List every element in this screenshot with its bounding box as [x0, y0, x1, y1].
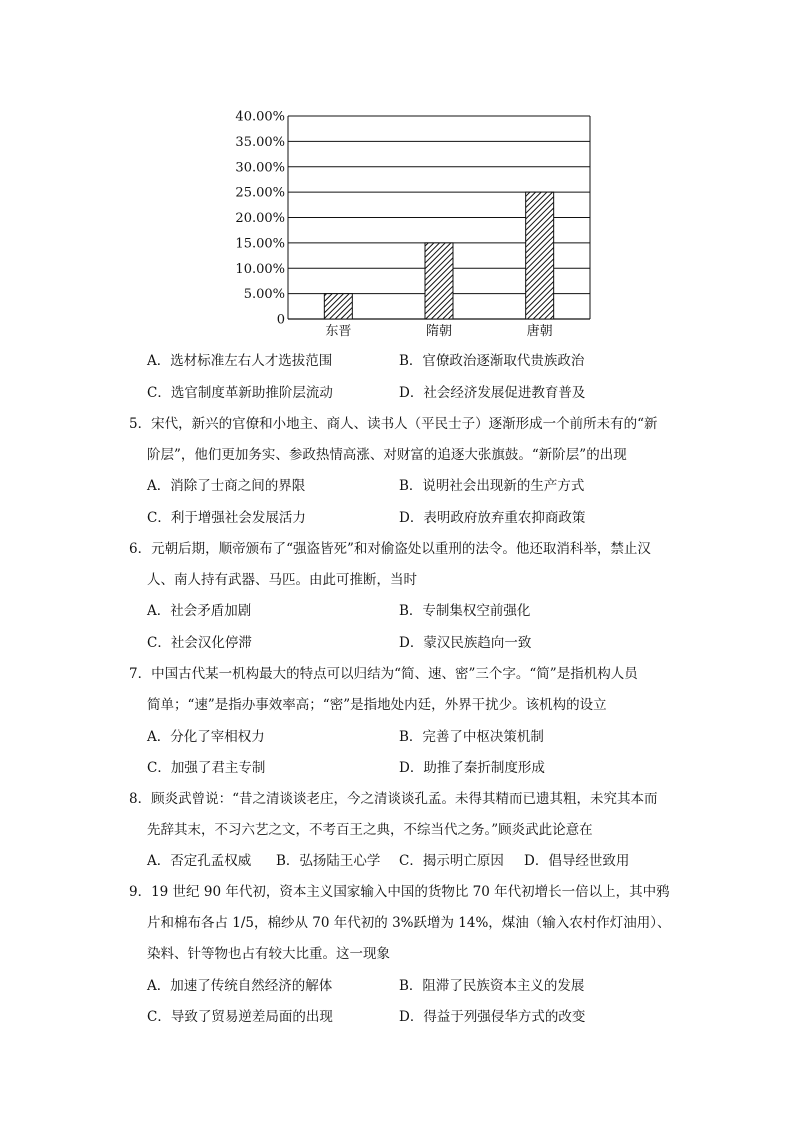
q9-stem-line-3: 染料、针等物也占有较大比重。这一现象	[147, 946, 390, 962]
q6-option-d[interactable]: D．蒙汉民族趋向一致	[399, 635, 532, 651]
chart-y-tick-label: 30.00%	[235, 160, 285, 176]
chart-bar	[526, 192, 554, 319]
q5-stem-line-2: 阶层”，他们更加务实、参政热情高涨、对财富的追逐大张旗鼓。“新阶层”的出现	[147, 447, 627, 463]
bar-chart	[228, 103, 598, 343]
chart-y-tick-label: 15.00%	[235, 236, 285, 252]
chart-y-tick-label: 25.00%	[235, 185, 285, 201]
q7-option-c[interactable]: C．加强了君主专制	[147, 760, 266, 776]
q4-option-a[interactable]: A．选材标准左右人才选拔范围	[147, 353, 333, 369]
q6-stem-line-2: 人、南人持有武器、马匹。由此可推断，当时	[147, 572, 417, 588]
q6-option-c[interactable]: C．社会汉化停滞	[147, 635, 252, 651]
chart-y-tick-label: 5.00%	[243, 287, 285, 303]
q8-stem-line-2: 先辞其末，不习六艺之文，不考百王之典，不综当代之务。”顾炎武此论意在	[147, 822, 593, 838]
q9-stem-line-2: 片和棉布各占 1/5，棉纱从 70 年代初的 3%跃增为 14%，煤油（输入农村作灯油用）、	[147, 915, 671, 931]
q5-option-b[interactable]: B．说明社会出现新的生产方式	[399, 478, 585, 494]
chart-bars	[324, 192, 553, 319]
q7-stem-line-1: 7．中国古代某一机构最大的特点可以归结为“简、速、密”三个字。“简”是指机构人员	[129, 666, 638, 682]
chart-category-label: 唐朝	[526, 324, 553, 339]
q5-option-a[interactable]: A．消除了士商之间的界限	[147, 478, 306, 494]
chart-y-tick-label: 20.00%	[235, 211, 285, 226]
q4-option-d[interactable]: D．社会经济发展促进教育普及	[399, 385, 586, 401]
chart-y-tick-label: 10.00%	[235, 261, 285, 277]
chart-category-label: 东晋	[325, 324, 352, 339]
q5-option-c[interactable]: C．利于增强社会发展活力	[147, 510, 306, 526]
chart-category-label: 隋朝	[425, 324, 453, 339]
q7-option-a[interactable]: A．分化了宰相权力	[147, 729, 265, 745]
q9-stem-line-1: 9．19 世纪 90 年代初，资本主义国家输入中国的货物比 70 年代初增长一倍以上，其中鸦	[129, 884, 670, 900]
q8-option-c[interactable]: C．揭示明亡原因	[399, 853, 504, 869]
q8-stem-line-1: 8．顾炎武曾说：“昔之清谈谈老庄，今之清谈谈孔孟。未得其精而已遗其粗，未究其本而	[129, 791, 658, 807]
q7-option-b[interactable]: B．完善了中枢决策机制	[399, 729, 544, 745]
chart-bar	[425, 243, 453, 319]
chart-category-labels	[325, 323, 552, 339]
q9-option-c[interactable]: C．导致了贸易逆差局面的出现	[147, 1009, 333, 1025]
q8-option-a[interactable]: A．否定孔孟权威	[147, 853, 252, 869]
q5-stem-line-1: 5．宋代，新兴的官僚和小地主、商人、读书人（平民士子）逐渐形成一个前所未有的“新	[129, 416, 658, 432]
q7-stem-line-2: 简单；“速”是指办事效率高；“密”是指地处内廷，外界干扰少。该机构的设立	[147, 697, 607, 713]
q9-option-b[interactable]: B．阻滞了民族资本主义的发展	[399, 978, 585, 994]
chart-y-tick-label: 0	[276, 312, 285, 328]
q4-option-b[interactable]: B．官僚政治逐渐取代贵族政治	[399, 353, 585, 369]
q8-option-d[interactable]: D．倡导经世致用	[524, 853, 630, 869]
q6-option-b[interactable]: B．专制集权空前强化	[399, 603, 531, 619]
chart-y-tick-label: 35.00%	[235, 134, 285, 150]
q8-option-b[interactable]: B．弘扬陆王心学	[276, 853, 381, 869]
q5-option-d[interactable]: D．表明政府放弃重农抑商政策	[399, 510, 586, 526]
chart-y-tick-labels	[235, 110, 285, 328]
q9-option-a[interactable]: A．加速了传统自然经济的解体	[147, 978, 333, 994]
q6-option-a[interactable]: A．社会矛盾加剧	[147, 603, 252, 619]
q9-option-d[interactable]: D．得益于列强侵华方式的改变	[399, 1009, 586, 1025]
q7-option-d[interactable]: D．助推了秦折制度形成	[399, 760, 545, 776]
chart-bar	[324, 294, 352, 319]
q4-option-c[interactable]: C．选官制度革新助推阶层流动	[147, 385, 333, 401]
q6-stem-line-1: 6．元朝后期，顺帝颁布了“强盗皆死”和对偷盗处以重刑的法令。他还取消科举，禁止汉	[129, 541, 651, 557]
chart-y-tick-label: 40.00%	[235, 109, 285, 125]
